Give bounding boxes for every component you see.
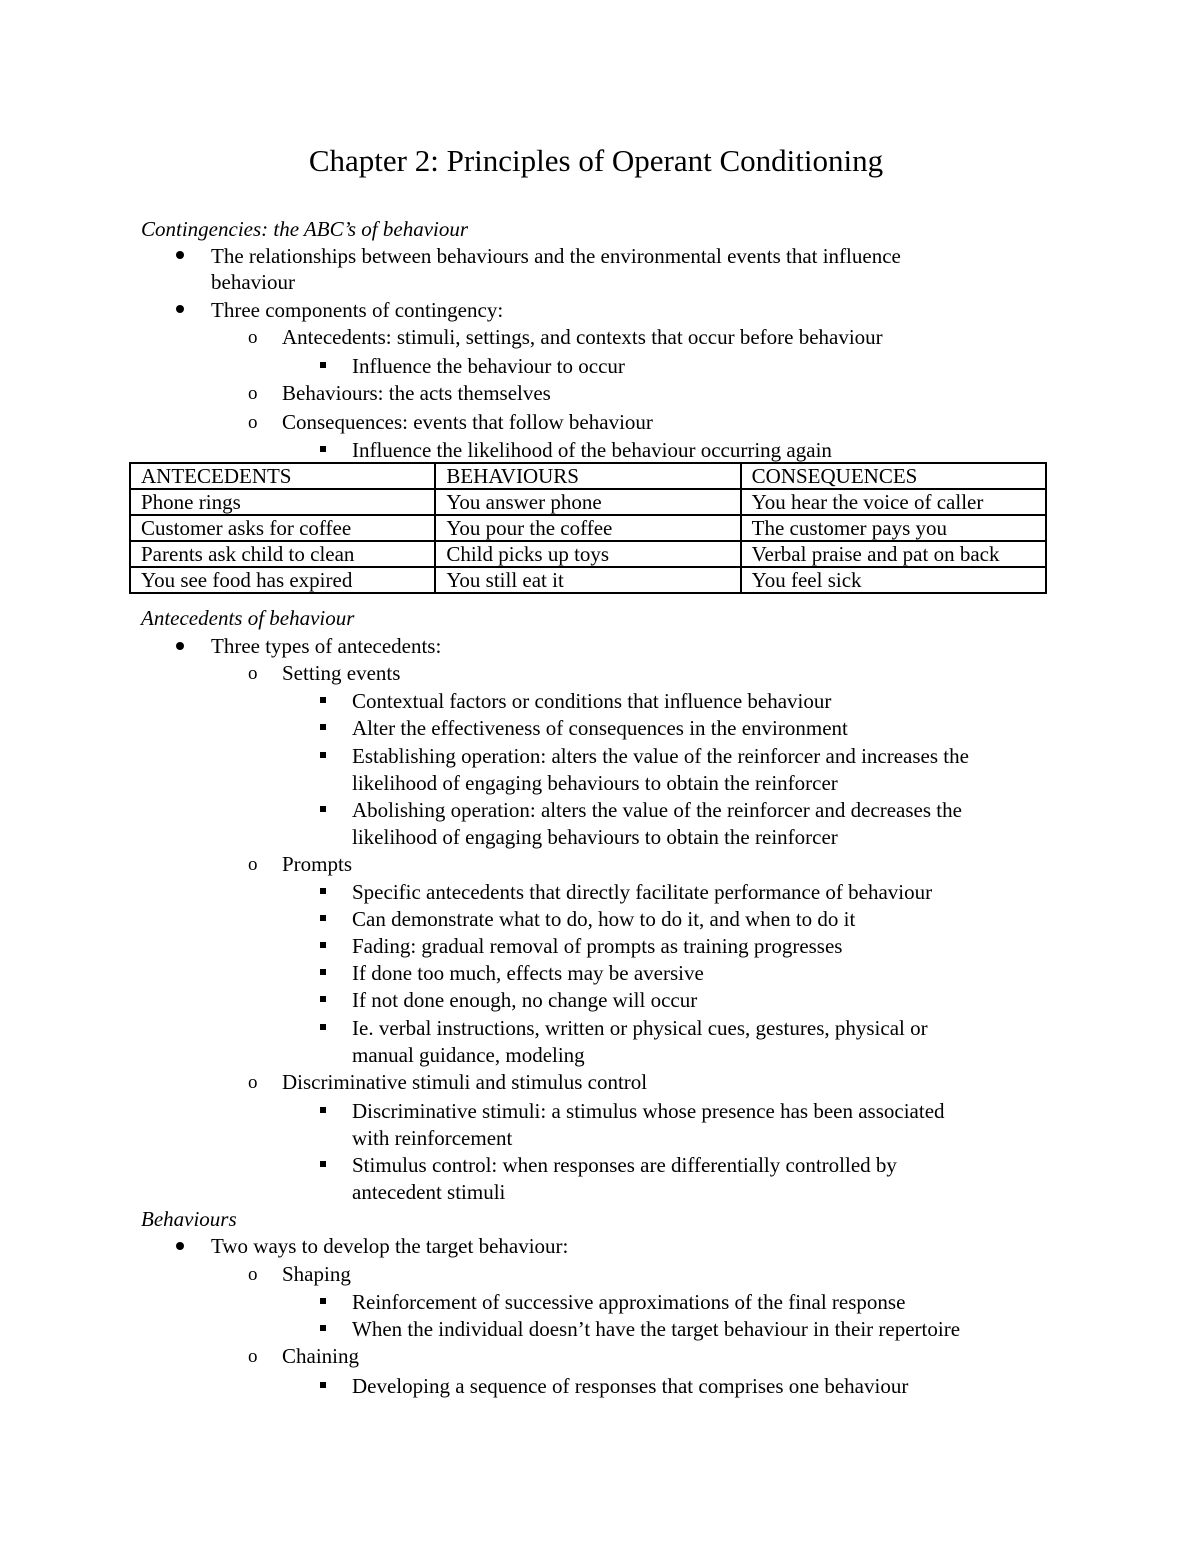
list-item: Developing a sequence of responses that comprises one behaviour xyxy=(352,1374,909,1398)
bullet-square-icon xyxy=(320,724,326,730)
bullet-square-icon xyxy=(320,1382,326,1388)
list-item-continuation: behaviour xyxy=(211,270,295,294)
table-cell: Child picks up toys xyxy=(435,541,740,567)
list-item: Specific antecedents that directly facilitate performance of behaviour xyxy=(352,880,933,904)
list-item: Abolishing operation: alters the value of the reinforcer and decreases the xyxy=(352,798,962,822)
bullet-square-icon xyxy=(320,362,326,368)
list-item: The relationships between behaviours and the environmental events that influence xyxy=(211,244,901,268)
bullet-circle-icon: o xyxy=(248,412,258,433)
list-item-continuation: antecedent stimuli xyxy=(352,1180,506,1204)
list-item: Can demonstrate what to do, how to do it, and when to do it xyxy=(352,907,856,931)
table-cell: You answer phone xyxy=(435,489,740,515)
list-item: Fading: gradual removal of prompts as training progresses xyxy=(352,934,843,958)
list-item: Stimulus control: when responses are differentially controlled by xyxy=(352,1153,897,1177)
table-cell: You feel sick xyxy=(741,567,1046,593)
list-item: Three types of antecedents: xyxy=(211,634,442,658)
bullet-circle-icon: o xyxy=(248,327,258,348)
list-item-continuation: likelihood of engaging behaviours to obtain the reinforcer xyxy=(352,825,838,849)
table-row xyxy=(130,541,1046,567)
bullet-circle-icon: o xyxy=(248,854,258,875)
list-item: Establishing operation: alters the value of the reinforcer and increases the xyxy=(352,744,969,768)
table-cell: Phone rings xyxy=(130,489,435,515)
list-item: When the individual doesn’t have the target behaviour in their repertoire xyxy=(352,1317,961,1341)
bullet-square-icon xyxy=(320,915,326,921)
list-item: Two ways to develop the target behaviour: xyxy=(211,1234,569,1258)
bullet-square-icon xyxy=(320,1161,326,1167)
list-item: Behaviours: the acts themselves xyxy=(282,381,551,405)
table-header-cell: ANTECEDENTS xyxy=(130,463,435,489)
list-item: Three components of contingency: xyxy=(211,298,504,322)
bullet-square-icon xyxy=(320,1024,326,1030)
section-heading-behaviours: Behaviours xyxy=(141,1207,237,1231)
bullet-circle-icon: o xyxy=(248,663,258,684)
list-item: Contextual factors or conditions that influence behaviour xyxy=(352,689,832,713)
bullet-square-icon xyxy=(320,996,326,1002)
list-item: Alter the effectiveness of consequences in the environment xyxy=(352,716,848,740)
list-item-continuation: likelihood of engaging behaviours to obtain the reinforcer xyxy=(352,771,838,795)
list-item-continuation: with reinforcement xyxy=(352,1126,513,1150)
bullet-square-icon xyxy=(320,446,326,452)
list-item: Reinforcement of successive approximations of the final response xyxy=(352,1290,906,1314)
table-cell: The customer pays you xyxy=(741,515,1046,541)
bullet-dot-icon xyxy=(176,642,184,650)
bullet-circle-icon: o xyxy=(248,383,258,404)
list-item: If done too much, effects may be aversive xyxy=(352,961,704,985)
list-item-continuation: manual guidance, modeling xyxy=(352,1043,585,1067)
bullet-square-icon xyxy=(320,888,326,894)
table-cell: You pour the coffee xyxy=(435,515,740,541)
bullet-square-icon xyxy=(320,752,326,758)
bullet-square-icon xyxy=(320,969,326,975)
table-cell: You see food has expired xyxy=(130,567,435,593)
table-cell: Parents ask child to clean xyxy=(130,541,435,567)
abc-table xyxy=(129,462,1047,594)
list-item: Discriminative stimuli and stimulus control xyxy=(282,1070,648,1094)
list-item: Chaining xyxy=(282,1344,359,1368)
bullet-square-icon xyxy=(320,1298,326,1304)
bullet-square-icon xyxy=(320,1325,326,1331)
list-item: Consequences: events that follow behaviour xyxy=(282,410,653,434)
bullet-square-icon xyxy=(320,942,326,948)
table-row xyxy=(130,567,1046,593)
table-header-cell: CONSEQUENCES xyxy=(741,463,1046,489)
section-heading-antecedents: Antecedents of behaviour xyxy=(141,606,355,630)
list-item: Shaping xyxy=(282,1262,351,1286)
table-row xyxy=(130,515,1046,541)
list-item: Influence the behaviour to occur xyxy=(352,354,625,378)
bullet-circle-icon: o xyxy=(248,1264,258,1285)
list-item: Influence the likelihood of the behaviour occurring again xyxy=(352,438,832,462)
bullet-square-icon xyxy=(320,697,326,703)
table-cell: Verbal praise and pat on back xyxy=(741,541,1046,567)
page-title: Chapter 2: Principles of Operant Conditioning xyxy=(308,143,884,178)
table-header-row xyxy=(130,463,1046,489)
table-cell: You hear the voice of caller xyxy=(741,489,1046,515)
bullet-circle-icon: o xyxy=(248,1346,258,1367)
table-header-cell: BEHAVIOURS xyxy=(435,463,740,489)
bullet-circle-icon: o xyxy=(248,1072,258,1093)
table-cell: Customer asks for coffee xyxy=(130,515,435,541)
bullet-dot-icon xyxy=(176,1242,184,1250)
bullet-dot-icon xyxy=(176,305,184,313)
list-item: Discriminative stimuli: a stimulus whose presence has been associated xyxy=(352,1099,945,1123)
table-cell: You still eat it xyxy=(435,567,740,593)
list-item: Setting events xyxy=(282,661,401,685)
list-item: Ie. verbal instructions, written or physical cues, gestures, physical or xyxy=(352,1016,928,1040)
list-item: Prompts xyxy=(282,852,353,876)
bullet-dot-icon xyxy=(176,251,184,259)
list-item: Antecedents: stimuli, settings, and contexts that occur before behaviour xyxy=(282,325,883,349)
section-heading-contingencies: Contingencies: the ABC’s of behaviour xyxy=(141,217,469,241)
bullet-square-icon xyxy=(320,1107,326,1113)
bullet-square-icon xyxy=(320,806,326,812)
list-item: If not done enough, no change will occur xyxy=(352,988,698,1012)
table-row xyxy=(130,489,1046,515)
